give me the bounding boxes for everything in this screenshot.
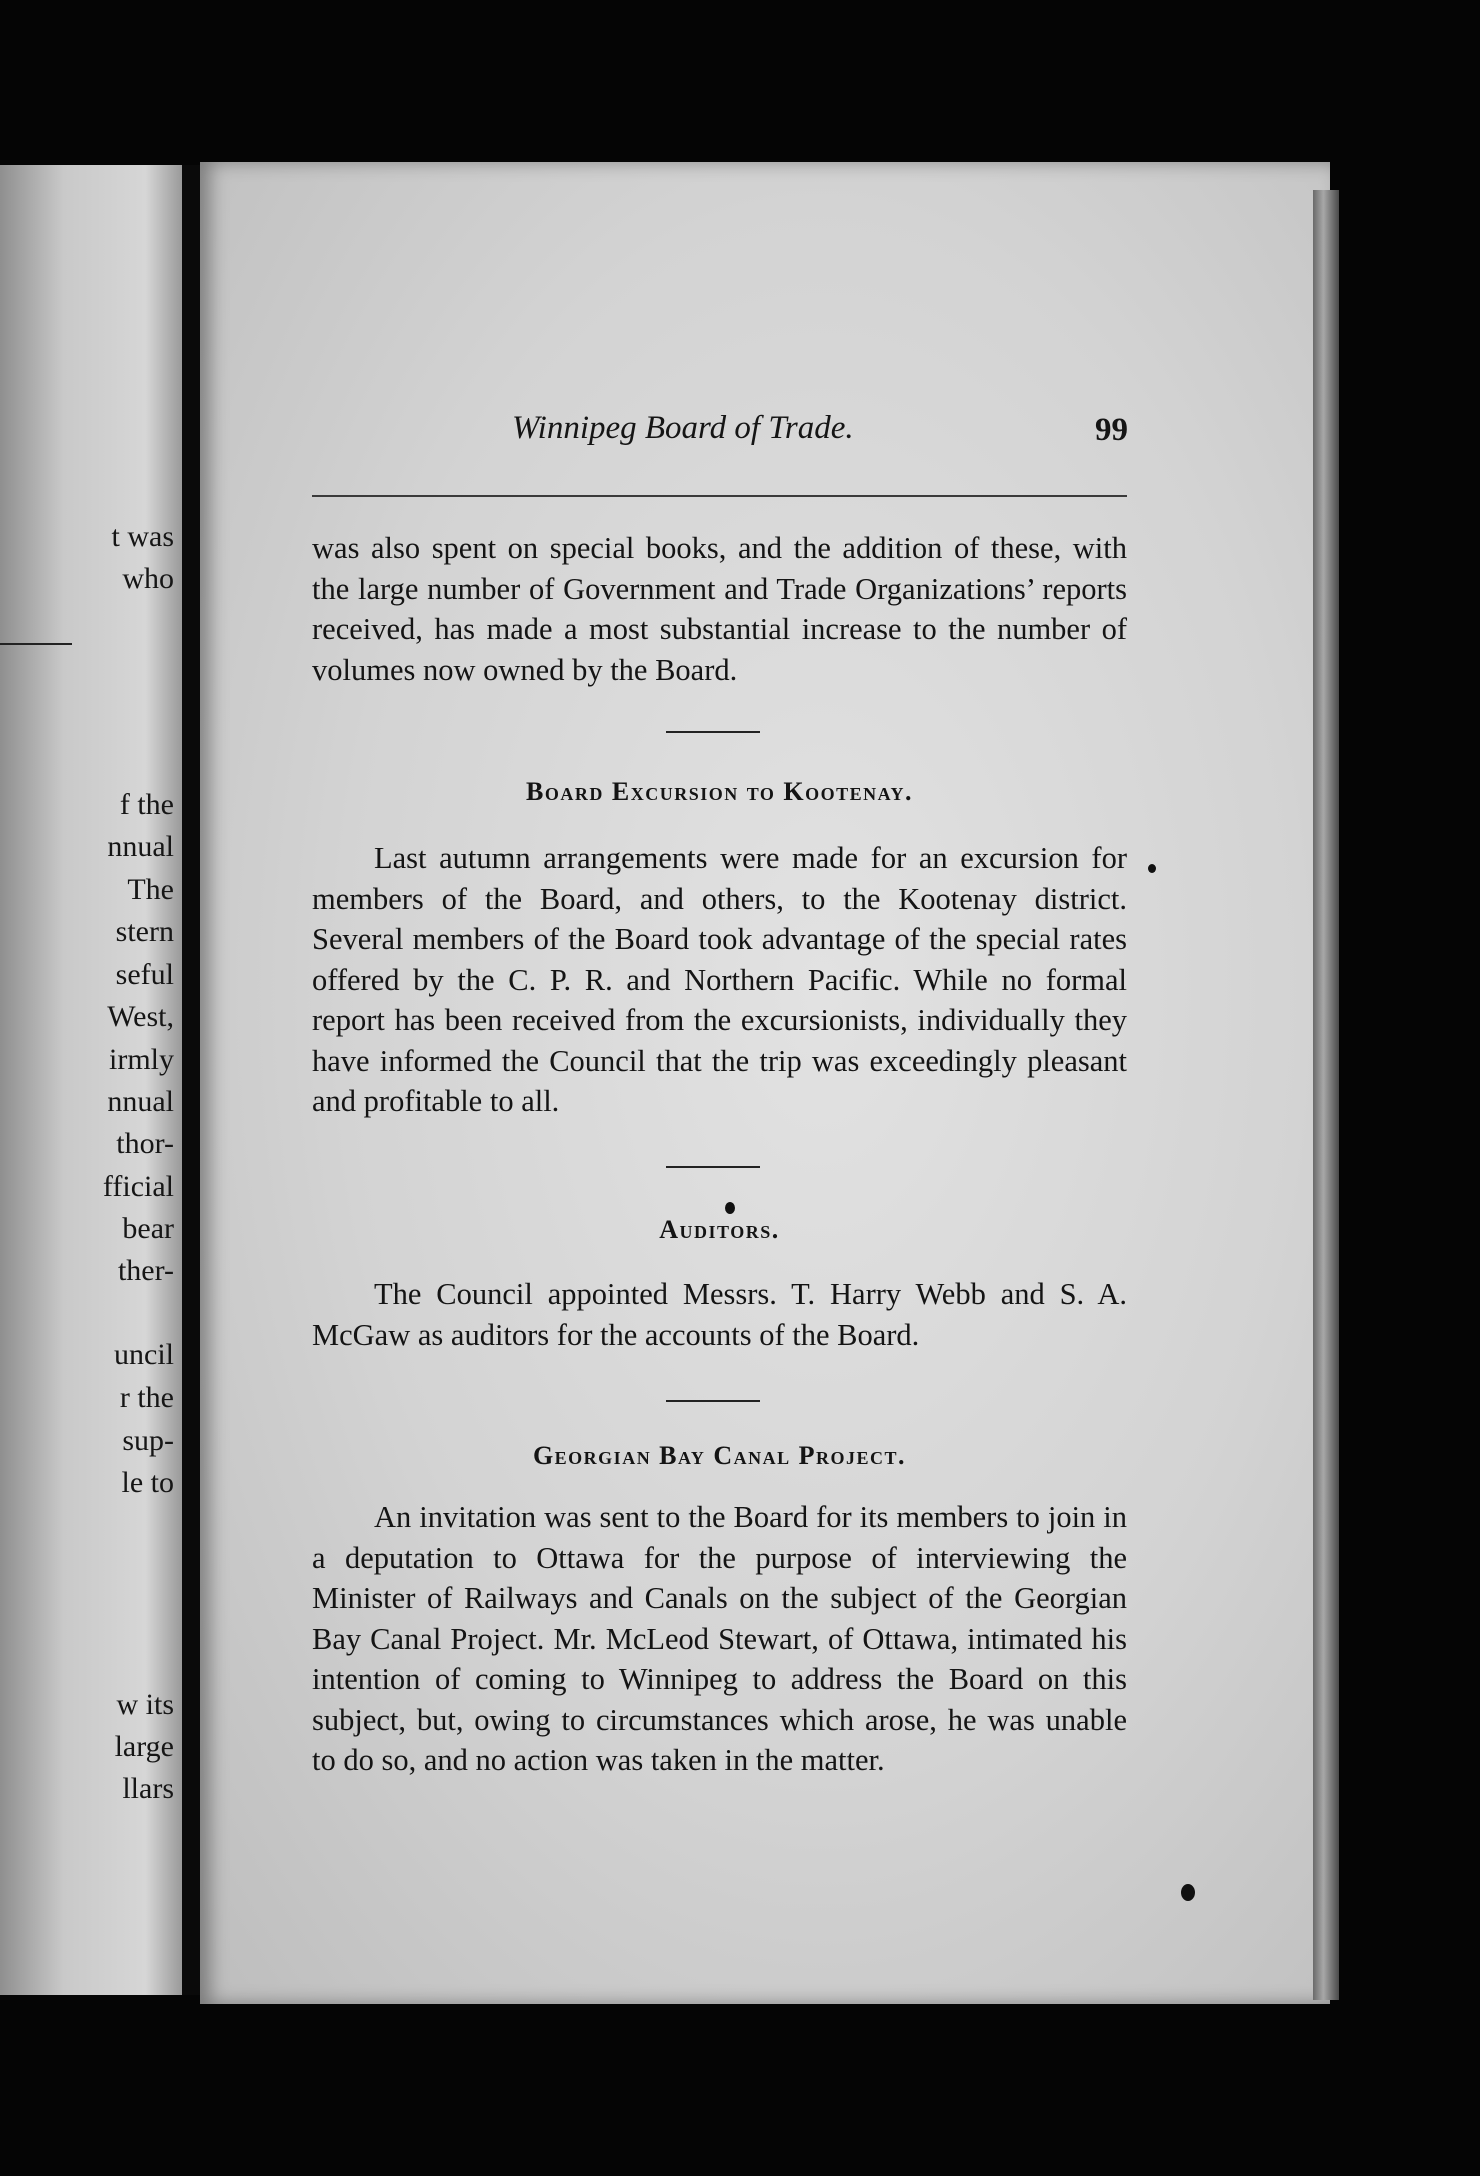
- section-title-auditors: Auditors.: [659, 1215, 780, 1244]
- left-text-fragment: uncil: [114, 1338, 174, 1371]
- left-text-fragment: stern: [115, 915, 174, 948]
- left-text-fragment: fficial: [102, 1170, 174, 1203]
- left-page-fragment: [0, 165, 182, 1995]
- ink-speck: [1181, 1884, 1195, 1901]
- left-text-fragment: who: [122, 562, 174, 595]
- section-text-kootenay: Last autumn arrangements were made for an excursion for members of the Board, and others, to the Kootenay district. Several members of the Board took advantage of the special rates offered by the C. P. R. and Northern Pacific. While no formal report has been received from the excursionists, individually they have informed the Council that the trip was exceedingly pleasant and profitable to all.: [312, 841, 1127, 1118]
- left-text-fragment: large: [114, 1730, 174, 1763]
- left-text-fragment: le to: [121, 1466, 174, 1499]
- left-text-fragment: West,: [107, 1000, 174, 1033]
- section-title-kootenay: Board Excursion to Kootenay.: [526, 777, 913, 806]
- running-head: Winnipeg Board of Trade.: [512, 410, 854, 446]
- left-text-fragment: r the: [119, 1381, 174, 1414]
- ink-speck: [1148, 864, 1156, 873]
- left-text-fragment: seful: [115, 958, 174, 991]
- left-text-fragment: irmly: [109, 1043, 174, 1076]
- ink-speck: [725, 1202, 735, 1214]
- section-title-georgian-bay: Georgian Bay Canal Project.: [532, 1441, 907, 1470]
- left-text-fragment: thor-: [116, 1127, 174, 1160]
- book-gutter: [182, 165, 200, 1995]
- section-text-georgian-bay: An invitation was sent to the Board for its members to join in a deputation to Ottawa for the purpose of interviewing the Minister of Railways and Canals on the subject of the Georgian Bay Canal Project. Mr. McLeod Stewart, of Ottawa, intimated his intention of coming to Winnipeg to address the Board on this subject, but, owing to circumstances which arose, he was unable to do so, and no action was taken in the matter.: [312, 1500, 1127, 1777]
- section-divider: [666, 1166, 760, 1168]
- left-text-fragment: f the: [119, 788, 174, 821]
- left-text-fragment: sup-: [122, 1424, 174, 1457]
- left-page-rule: [0, 643, 72, 645]
- page-edge: [1313, 190, 1339, 2000]
- intro-paragraph: was also spent on special books, and the addition of these, with the large number of Government and Trade Organizations’ reports received, has made a most substantial increase to the number of volumes now owned by the Board.: [312, 531, 1127, 687]
- left-text-fragment: t was: [111, 520, 174, 553]
- left-text-fragment: ther-: [117, 1254, 174, 1287]
- left-text-fragment: llars: [122, 1772, 174, 1805]
- left-text-fragment: nnual: [107, 830, 174, 863]
- section-text-auditors: The Council appointed Messrs. T. Harry Webb and S. A. McGaw as auditors for the accounts of the Board.: [312, 1277, 1127, 1352]
- header-rule: [312, 495, 1127, 497]
- left-text-fragment: nnual: [107, 1085, 174, 1118]
- left-text-fragment: bear: [122, 1212, 174, 1245]
- section-divider: [666, 731, 760, 733]
- left-text-fragment: The: [127, 873, 174, 906]
- page-number: 99: [1095, 412, 1128, 448]
- section-divider: [666, 1400, 760, 1402]
- left-text-fragment: w its: [116, 1688, 174, 1721]
